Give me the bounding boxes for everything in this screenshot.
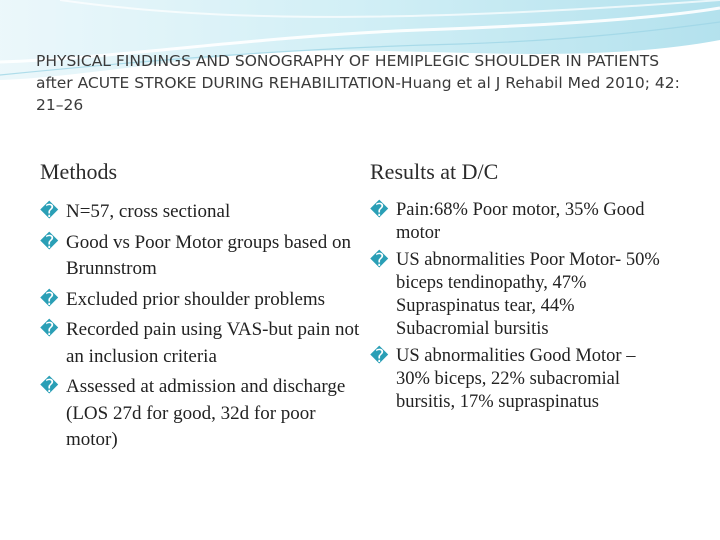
list-item: � Assessed at admission and discharge (LOS 27d for good, 32d for poor motor) [40,376,346,450]
list-item: � Recorded pain using VAS-but pain not an inclusion criteria [40,319,360,367]
results-list [370,199,670,418]
slide-title: PHYSICAL FINDINGS AND SONOGRAPHY OF HEMIPLEGIC SHOULDER IN PATIENTS after ACUTE STROKE DURING REHABILITATION-Huang et al J Rehabil Med 2010; 42: 21–26 [36,52,680,114]
results-heading: Results at D/C [370,159,499,184]
bullet-icon: � [40,231,59,253]
list-item: � US abnormalities Good Motor – 30% biceps, 22% subacromial bursitis, 17% supraspinatus [370,345,636,413]
list-item: � N=57, cross sectional [40,199,360,226]
list-item: � Pain:68% Poor motor, 35% Good motor [370,200,645,244]
bullet-icon: � [370,345,389,367]
methods-list [40,199,360,458]
list-item: � Good vs Poor Motor groups based on Brunnstrom [40,231,351,279]
list-item: � US abnormalities Poor Motor- 50% biceps tendinopathy, 47% Supraspinatus tear, 44% Subacromial bursitis [370,249,660,340]
bullet-icon: � [370,249,389,271]
bullet-icon: � [40,201,59,222]
bullet-icon: � [40,319,59,340]
bullet-icon: � [40,288,59,310]
list-item: � Excluded prior shoulder problems [40,287,360,314]
bullet-icon: � [40,376,59,397]
bullet-icon: � [370,200,389,221]
methods-heading: Methods [40,159,117,184]
